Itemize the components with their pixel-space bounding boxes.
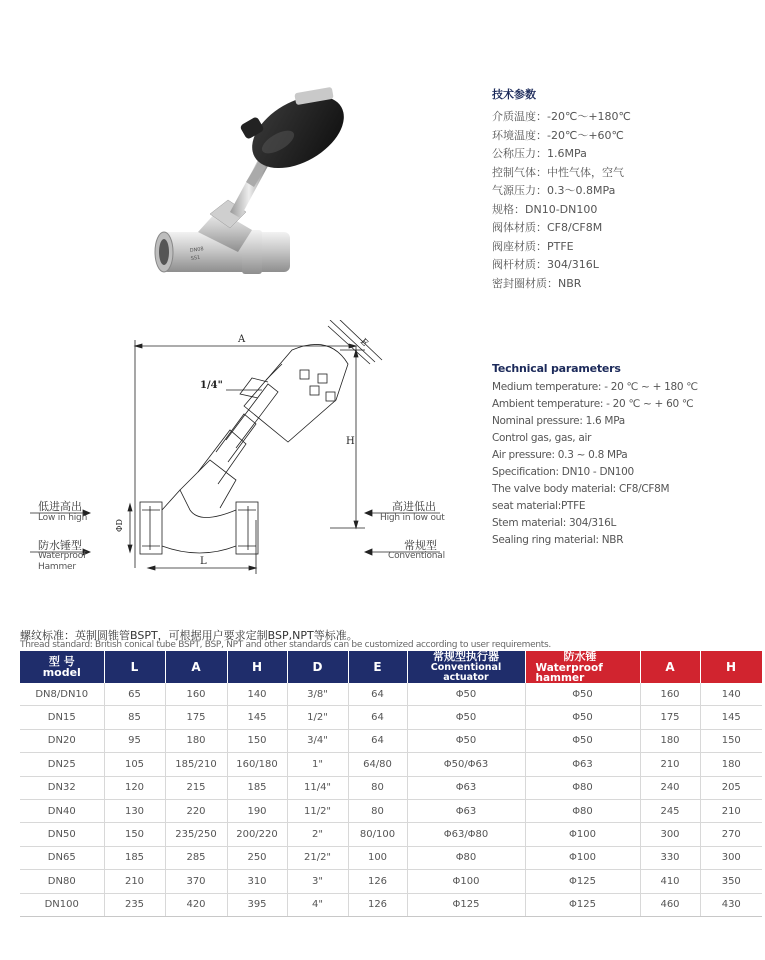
cell-h2: 350 xyxy=(700,870,762,893)
cell-h2: 430 xyxy=(700,893,762,916)
spec-cn-row: 介质温度：-20℃～+180℃ xyxy=(492,110,631,123)
col-conv-en: Conventional actuator xyxy=(430,662,502,683)
cell-conventional-actuator: Φ63 xyxy=(407,776,525,799)
cell-d: 3" xyxy=(287,870,348,893)
cell-a: 235/250 xyxy=(165,823,227,846)
cell-conventional-actuator: Φ80 xyxy=(407,846,525,869)
table-row xyxy=(20,706,762,729)
cell-a: 160 xyxy=(165,683,227,706)
cell-a2: 330 xyxy=(640,846,700,869)
spec-en-row: Ambient temperature: - 20 ℃ ~ + 60 ℃ xyxy=(492,398,694,410)
col-a: A xyxy=(165,651,227,683)
cell-model: DN32 xyxy=(20,776,104,799)
table-row xyxy=(20,823,762,846)
spec-cn-row: 阀杆材质：304/316L xyxy=(492,258,599,271)
table-row xyxy=(20,846,762,869)
cell-conventional-actuator: Φ63/Φ80 xyxy=(407,823,525,846)
dim-a-label: A xyxy=(238,334,246,345)
dim-h-label: H xyxy=(346,436,355,447)
flow-low-in-high-out-en: Low in high xyxy=(38,513,88,523)
table-row xyxy=(20,893,762,916)
specs-english xyxy=(492,362,757,549)
cell-h: 200/220 xyxy=(227,823,287,846)
cell-a: 285 xyxy=(165,846,227,869)
cell-model: DN15 xyxy=(20,706,104,729)
body-marking-1: DN08 xyxy=(189,246,205,254)
spec-en-row: Air pressure: 0.3 ~ 0.8 MPa xyxy=(492,449,628,461)
cell-e: 64 xyxy=(348,706,407,729)
type-conventional-en: Conventional xyxy=(388,551,445,561)
cell-h: 395 xyxy=(227,893,287,916)
cell-e: 80/100 xyxy=(348,823,407,846)
spec-en-row: Control gas, gas, air xyxy=(492,432,592,444)
cell-model: DN40 xyxy=(20,799,104,822)
body-marking-2: SS1 xyxy=(190,254,201,262)
cell-d: 3/8" xyxy=(287,683,348,706)
cell-a: 185/210 xyxy=(165,753,227,776)
cell-d: 1" xyxy=(287,753,348,776)
cell-model: DN50 xyxy=(20,823,104,846)
cell-h2: 140 xyxy=(700,683,762,706)
cell-a2: 210 xyxy=(640,753,700,776)
cell-l: 105 xyxy=(104,753,165,776)
spec-en-row: Sealing ring material: NBR xyxy=(492,534,624,546)
cell-d: 21/2" xyxy=(287,846,348,869)
cell-model: DN20 xyxy=(20,729,104,752)
table-row xyxy=(20,729,762,752)
cell-l: 235 xyxy=(104,893,165,916)
cell-waterproof-hammer: Φ125 xyxy=(525,893,640,916)
table-row xyxy=(20,683,762,706)
cell-a: 370 xyxy=(165,870,227,893)
cell-waterproof-hammer: Φ50 xyxy=(525,729,640,752)
cell-h2: 145 xyxy=(700,706,762,729)
cell-a: 175 xyxy=(165,706,227,729)
specs-cn-title: 技术参数 xyxy=(492,88,536,101)
table-row xyxy=(20,870,762,893)
col-model-en: model xyxy=(42,666,81,679)
cell-h: 150 xyxy=(227,729,287,752)
cell-conventional-actuator: Φ125 xyxy=(407,893,525,916)
cell-waterproof-hammer: Φ80 xyxy=(525,776,640,799)
cell-d: 11/4" xyxy=(287,776,348,799)
spec-cn-row: 规格：DN10-DN100 xyxy=(492,202,598,216)
col-h2: H xyxy=(700,651,762,683)
cell-waterproof-hammer: Φ50 xyxy=(525,706,640,729)
cell-a2: 160 xyxy=(640,683,700,706)
cell-a2: 460 xyxy=(640,893,700,916)
cell-waterproof-hammer: Φ63 xyxy=(525,753,640,776)
cell-h2: 210 xyxy=(700,799,762,822)
cell-a2: 180 xyxy=(640,729,700,752)
thread-standard-note-cn: 螺纹标准：英制圆锥管BSPT，可根据用户要求定制BSP,NPT等标准。 xyxy=(20,629,358,642)
cell-model: DN100 xyxy=(20,893,104,916)
cell-e: 64 xyxy=(348,683,407,706)
cell-waterproof-hammer: Φ50 xyxy=(525,683,640,706)
spec-en-row: Nominal pressure: 1.6 MPa xyxy=(492,415,625,427)
spec-cn-row: 控制气体：中性气体，空气 xyxy=(492,165,624,179)
cell-h: 250 xyxy=(227,846,287,869)
cell-a2: 410 xyxy=(640,870,700,893)
cell-l: 85 xyxy=(104,706,165,729)
type-waterproof-hammer-cn: 防水锤型 xyxy=(38,539,82,552)
cell-h: 185 xyxy=(227,776,287,799)
col-a2: A xyxy=(640,651,700,683)
col-l: L xyxy=(104,651,165,683)
cell-e: 80 xyxy=(348,799,407,822)
cell-model: DN8/DN10 xyxy=(20,683,104,706)
dim-e-label: E xyxy=(357,337,370,349)
cell-waterproof-hammer: Φ100 xyxy=(525,823,640,846)
cell-h: 140 xyxy=(227,683,287,706)
cell-model: DN80 xyxy=(20,870,104,893)
cell-h: 310 xyxy=(227,870,287,893)
spec-cn-row: 气源压力：0.3～0.8MPa xyxy=(492,184,616,197)
cell-conventional-actuator: Φ50 xyxy=(407,683,525,706)
cell-waterproof-hammer: Φ80 xyxy=(525,799,640,822)
type-conventional-cn: 常规型 xyxy=(404,539,437,552)
cell-e: 64 xyxy=(348,729,407,752)
valve-product-photo xyxy=(150,82,365,292)
cell-d: 4" xyxy=(287,893,348,916)
flow-high-in-low-out-cn: 高进低出 xyxy=(392,500,436,513)
col-model-cn: 型 号 xyxy=(48,655,75,668)
col-conv-cn: 常规型执行器 xyxy=(433,650,499,663)
cell-l: 95 xyxy=(104,729,165,752)
spec-en-row: Specification: DN10 - DN100 xyxy=(492,466,634,478)
cell-h2: 270 xyxy=(700,823,762,846)
spec-en-row: Medium temperature: - 20 ℃ ~ + 180 ℃ xyxy=(492,381,698,393)
spec-cn-row: 密封圈材质：NBR xyxy=(492,276,582,290)
cell-e: 64/80 xyxy=(348,753,407,776)
spec-en-row: The valve body material: CF8/CF8M xyxy=(492,483,670,495)
cell-conventional-actuator: Φ50/Φ63 xyxy=(407,753,525,776)
table-header-row xyxy=(20,651,762,683)
cell-a: 180 xyxy=(165,729,227,752)
cell-conventional-actuator: Φ50 xyxy=(407,729,525,752)
cell-h: 190 xyxy=(227,799,287,822)
type-waterproof-hammer-en2: Hammer xyxy=(38,562,76,572)
cell-a2: 245 xyxy=(640,799,700,822)
cell-h2: 300 xyxy=(700,846,762,869)
thread-standard-note-en: Thread standard: British conical tube BSPT, BSP, NPT and other standards can be customized according to user requirements. xyxy=(20,640,551,650)
cell-a2: 175 xyxy=(640,706,700,729)
cell-a: 420 xyxy=(165,893,227,916)
dimension-table xyxy=(20,651,763,917)
col-d: D xyxy=(287,651,348,683)
cell-h: 145 xyxy=(227,706,287,729)
table-row xyxy=(20,753,762,776)
col-wh-en: Waterproof hammer xyxy=(535,662,603,684)
col-waterproof-hammer xyxy=(525,651,640,683)
cell-l: 210 xyxy=(104,870,165,893)
flow-low-in-high-out-cn: 低进高出 xyxy=(38,500,82,513)
cell-d: 1/2" xyxy=(287,706,348,729)
cell-h2: 180 xyxy=(700,753,762,776)
col-h: H xyxy=(227,651,287,683)
spec-en-row: seat material:PTFE xyxy=(492,500,586,512)
cell-conventional-actuator: Φ100 xyxy=(407,870,525,893)
cell-h2: 205 xyxy=(700,776,762,799)
col-wh-cn: 防水锤 xyxy=(563,650,597,663)
cell-l: 185 xyxy=(104,846,165,869)
specs-chinese xyxy=(492,86,752,293)
cell-h: 160/180 xyxy=(227,753,287,776)
cell-model: DN65 xyxy=(20,846,104,869)
cell-conventional-actuator: Φ50 xyxy=(407,706,525,729)
cell-a: 220 xyxy=(165,799,227,822)
cell-d: 3/4" xyxy=(287,729,348,752)
cell-e: 126 xyxy=(348,870,407,893)
cell-model: DN25 xyxy=(20,753,104,776)
spec-cn-row: 环境温度：-20℃～+60℃ xyxy=(492,128,624,142)
cell-d: 2" xyxy=(287,823,348,846)
table-row xyxy=(20,799,762,822)
cell-l: 150 xyxy=(104,823,165,846)
cell-a: 215 xyxy=(165,776,227,799)
spec-cn-row: 公称压力：1.6MPa xyxy=(492,147,587,160)
col-conventional-actuator xyxy=(407,651,525,683)
dim-d-label: ΦD xyxy=(115,519,124,532)
cell-l: 130 xyxy=(104,799,165,822)
cell-a2: 240 xyxy=(640,776,700,799)
specs-en-title: Technical parameters xyxy=(492,362,621,375)
col-e: E xyxy=(348,651,407,683)
cell-h2: 150 xyxy=(700,729,762,752)
spec-cn-row: 阀座材质：PTFE xyxy=(492,239,574,253)
cell-waterproof-hammer: Φ100 xyxy=(525,846,640,869)
flow-high-in-low-out-en: High in low out xyxy=(380,513,445,523)
cell-conventional-actuator: Φ63 xyxy=(407,799,525,822)
cell-e: 80 xyxy=(348,776,407,799)
dim-l-label: L xyxy=(200,556,207,567)
spec-cn-row: 阀体材质：CF8/CF8M xyxy=(492,221,603,234)
cell-e: 100 xyxy=(348,846,407,869)
cell-l: 65 xyxy=(104,683,165,706)
cell-l: 120 xyxy=(104,776,165,799)
col-model xyxy=(20,651,104,683)
spec-en-row: Stem material: 304/316L xyxy=(492,517,617,529)
cell-waterproof-hammer: Φ125 xyxy=(525,870,640,893)
port-size-label: 1/4" xyxy=(200,380,223,391)
table-row xyxy=(20,776,762,799)
cell-a2: 300 xyxy=(640,823,700,846)
cell-d: 11/2" xyxy=(287,799,348,822)
cell-e: 126 xyxy=(348,893,407,916)
type-waterproof-hammer-en1: Waterproof xyxy=(38,551,87,561)
